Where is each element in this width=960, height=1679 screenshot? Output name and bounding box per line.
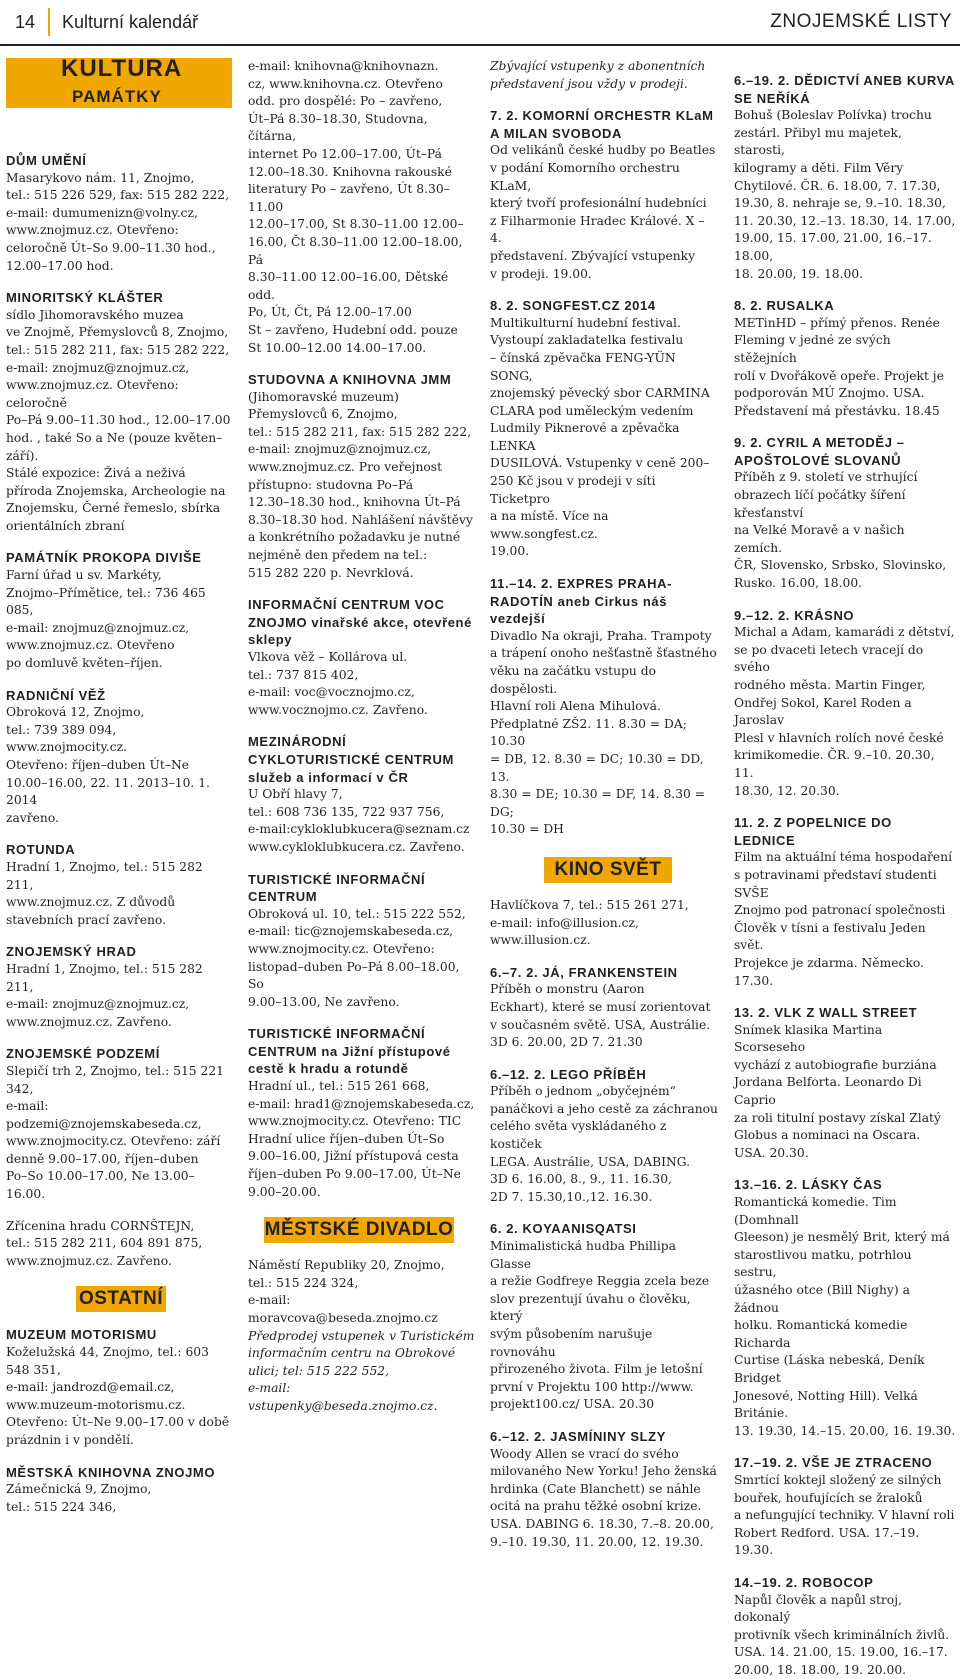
entry-text: a nefungující techniky. V hlavní roli bbox=[734, 1508, 955, 1523]
entry-text: e-mail: znojmuz@znojmuz.cz, bbox=[248, 442, 432, 457]
entry-text: www.illusion.cz. bbox=[490, 933, 591, 948]
entry-text: Hradní ul., tel.: 515 261 668, bbox=[248, 1079, 430, 1094]
entry-text: přístupno: studovna Po–Pá bbox=[248, 477, 414, 492]
entry-text: Jordana Belforta. Leonardo Di Caprio bbox=[734, 1075, 922, 1108]
section-title: Kulturní kalendář bbox=[62, 12, 199, 32]
entry-text: Hradní ulice říjen–duben Út–So bbox=[248, 1131, 445, 1146]
entry-text: přirozeného života. Film je letošní bbox=[490, 1362, 703, 1377]
entry-text: s potravinami představí studenti SVŠE bbox=[734, 867, 937, 900]
entry-heading: MĚSTSKÁ KNIHOVNA ZNOJMO bbox=[6, 1464, 216, 1480]
entry-text: 12.30–18.30 hod., knihovna Út–Pá bbox=[248, 495, 461, 510]
entry-heading: 8. 2. SONGFEST.CZ 2014 bbox=[490, 298, 656, 314]
entry-text: Hlavní roli Alena Mihulová. bbox=[490, 699, 661, 714]
entry-heading: SE NEŘÍKÁ bbox=[734, 90, 811, 106]
entry-heading: 13. 2. VLK Z WALL STREET bbox=[734, 1005, 918, 1021]
entry-text: 2D 7. 15.30,10.,12. 16.30. bbox=[490, 1189, 653, 1204]
entry-text: 12.00–18.30. Knihovna rakouské bbox=[248, 164, 452, 179]
entry-text: USA. 20.30. bbox=[734, 1145, 809, 1160]
page-header bbox=[0, 0, 960, 44]
entry-text: 19.30, 8. nehraje se, 9.–10. 18.30, bbox=[734, 196, 946, 211]
entry-text: Vlkova věž – Kollárova ul. bbox=[248, 650, 408, 664]
entry-heading: 6.–19. 2. DĚDICTVÍ ANEB KURVA bbox=[734, 73, 955, 88]
kino-svet-banner bbox=[544, 857, 672, 883]
entry-text: Smrtící koktejl složený ze silných bbox=[734, 1472, 942, 1487]
entry-text: projekt100.cz/ USA. 20.30 bbox=[490, 1397, 655, 1412]
entry-text: z Filharmonie Hradec Králové. X – 4. bbox=[490, 213, 705, 246]
entry-heading: CYKLOTURISTICKÉ CENTRUM bbox=[248, 751, 454, 767]
entry-text: 10.30 = DH bbox=[490, 822, 564, 837]
entry-text: hrdinka (Cate Blanchett) se náhle bbox=[490, 1481, 701, 1496]
entry-text: Divadlo Na okraji, Praha. Trampoty bbox=[490, 628, 712, 643]
entry-heading: PAMÁTNÍK PROKOPA DIVIŠE bbox=[6, 550, 202, 566]
entry-text: e-mail: jandrozd@email.cz, bbox=[6, 1380, 175, 1395]
entry-text: prázdnin i v pondělí. bbox=[6, 1433, 134, 1447]
entry-text: Jonesové, Notting Hill). Velká Británie. bbox=[734, 1388, 918, 1421]
entry-text: www.znojmocity.cz. Otevřeno: bbox=[248, 941, 435, 956]
entry-text: představení. Zbývající vstupenky bbox=[490, 248, 696, 263]
entry-heading: STUDOVNA A KNIHOVNA JMM bbox=[248, 372, 452, 388]
entry-text: 19.00. bbox=[490, 544, 530, 559]
entry-heading: 6.–12. 2. LEGO PŘÍBĚH bbox=[490, 1066, 647, 1082]
entry-text: e-mail: znojmuz@znojmuz.cz, bbox=[6, 360, 190, 375]
entry-text: Woody Allen se vrací do svého bbox=[490, 1446, 679, 1461]
entry-text: svým působením narušuje rovnováhu bbox=[490, 1327, 653, 1359]
entry-text: celého světa vyskládaného z kostiček bbox=[490, 1119, 667, 1152]
entry-text: 3D 6. 16.00, 8., 9., 11. 16.30, bbox=[490, 1172, 672, 1187]
entry-text: www.znojmuz.cz. Zavřeno. bbox=[6, 1014, 172, 1029]
entry-text: Globus a nominaci na Oscara. bbox=[734, 1128, 921, 1143]
entry-text: tel.: 515 226 529, fax: 515 282 222, bbox=[6, 188, 230, 203]
entry-text: Fleming v jedné ze svých stěžejních bbox=[734, 333, 891, 365]
entry-heading: TURISTICKÉ INFORMAČNÍ bbox=[248, 1026, 426, 1042]
entry-text: Havlíčkova 7, tel.: 515 261 271, bbox=[490, 897, 689, 912]
ostatni-banner bbox=[76, 1286, 166, 1312]
entry-heading: sklepy bbox=[248, 632, 293, 648]
column-3 bbox=[490, 58, 718, 1551]
entry-text: za roli titulní postavy získal Zlatý bbox=[734, 1110, 941, 1125]
entry-text: 9.–10. 19.30, 11. 20.00, 12. 19.30. bbox=[490, 1534, 704, 1549]
entry-text: e-mail: dumumenizn@volny.cz, bbox=[6, 205, 198, 220]
entry-heading: MINORITSKÝ KLÁŠTER bbox=[6, 290, 164, 306]
entry-heading: DŮM UMĚNÍ bbox=[6, 153, 87, 168]
entry-text: Otevřeno: říjen–duben Út–Ne bbox=[6, 758, 190, 772]
entry-text: Od velikánů české hudby po Beatles bbox=[490, 143, 716, 158]
entry-text: Koželužská 44, Znojmo, tel.: 603 548 351, bbox=[6, 1345, 209, 1377]
pamatky-title: PAMÁTKY bbox=[72, 87, 162, 106]
entry-text: Projekce je zdarma. Německo. 17.30. bbox=[734, 955, 924, 988]
entry-text: kilogramy a děti. Film Věry bbox=[734, 160, 904, 175]
entry-heading: MEZINÁRODNÍ bbox=[248, 734, 347, 750]
entry-heading: 8. 2. RUSALKA bbox=[734, 298, 835, 314]
entry-heading: služeb a informací v ČR bbox=[248, 769, 409, 785]
entry-heading: INFORMAČNÍ CENTRUM VOC bbox=[248, 597, 445, 613]
entry-text: a režie Godfreye Reggia zcela beze bbox=[490, 1274, 710, 1289]
column-2 bbox=[248, 58, 476, 1416]
entry-text: milovaného New Yorku! Jeho ženská bbox=[490, 1464, 717, 1479]
entry-text: 3D 6. 20.00, 2D 7. 21.30 bbox=[490, 1035, 643, 1050]
entry-text: 19.00, 15. 17.00, 21.00, 16.–17. 18.00, bbox=[734, 231, 932, 263]
entry-text: panáčkovi a jeho cestě za záchranou bbox=[490, 1101, 718, 1116]
entry-text: Po–Pá 9.00–11.30 hod., 12.00–17.00 bbox=[6, 413, 231, 428]
entry-heading: 13.–16. 2. LÁSKY ČAS bbox=[734, 1177, 883, 1193]
entry-heading: 9. 2. CYRIL A METODĚJ – bbox=[734, 435, 905, 451]
pamatky-listing bbox=[6, 152, 232, 1270]
entry-text: Minimalistická hudba Phillipa Glasse bbox=[490, 1239, 676, 1271]
entry-text: 18.30, 12. 20.30. bbox=[734, 783, 840, 798]
entry-text: Curtise (Láska nebeská, Deník Bridget bbox=[734, 1353, 925, 1385]
entry-text: Příběh o monstru (Aaron bbox=[490, 982, 645, 997]
entry-heading: 6.–7. 2. JÁ, FRANKENSTEIN bbox=[490, 964, 678, 980]
entry-text: Hradní 1, Znojmo, tel.: 515 282 211, bbox=[6, 961, 203, 994]
column-4 bbox=[734, 58, 956, 1679]
entry-text: e-mail: hrad1@znojemskabeseda.cz, bbox=[248, 1096, 475, 1111]
entry-text: St 10.00–12.00 14.00–17.00. bbox=[248, 340, 427, 355]
entry-text: Předplatné ZŠ2. 11. 8.30 = DA; 10.30 bbox=[490, 716, 687, 749]
ostatni-title: OSTATNÍ bbox=[78, 1288, 164, 1310]
entry-text: LEGA. Austrálie, USA, DABING. bbox=[490, 1154, 691, 1169]
entry-text: www.znojmocity.cz. Otevřeno: září bbox=[6, 1134, 221, 1149]
entry-text: 10.00–16.00, 22. 11. 2013–10. 1. 2014 bbox=[6, 775, 210, 808]
entry-text: který tvoří profesionální hudebníci bbox=[490, 196, 707, 211]
entry-text: 8.30–11.00 12.00–16.00, Dětské odd. bbox=[248, 270, 449, 302]
italic-note: informačním centru na Obrokové bbox=[248, 1346, 456, 1361]
entry-text: CLARA pod uměleckým vedením bbox=[490, 403, 694, 418]
entry-heading: ZNOJEMSKÉ PODZEMÍ bbox=[6, 1046, 160, 1062]
entry-text: vychází z autobiografie burziána bbox=[734, 1057, 937, 1072]
entry-text: 9.00–16.00, Jižní přístupová cesta bbox=[248, 1149, 459, 1164]
entry-text: Chytilové. ČR. 6. 18.00, 7. 17.30, bbox=[734, 178, 941, 193]
entry-text: Příběh z 9. století ve strhující bbox=[734, 470, 918, 485]
divadlo-program bbox=[490, 58, 718, 839]
entry-heading: 9.–12. 2. KRÁSNO bbox=[734, 607, 855, 623]
entry-text: Příběh o jednom „obyčejném“ bbox=[490, 1084, 676, 1099]
entry-text: Člověk v tísni a festivalu Jeden svět. bbox=[734, 920, 926, 953]
entry-text: sídlo Jihomoravského muzea bbox=[6, 307, 184, 322]
entry-text: ve Znojmě, Přemyslovců 8, Znojmo, bbox=[6, 325, 229, 340]
entry-text: Po, Út, Čt, Pá 12.00–17.00 bbox=[248, 305, 412, 320]
entry-text: ČR, Slovensko, Srbsko, Slovinsko, bbox=[734, 558, 947, 573]
entry-heading: 7. 2. KOMORNÍ ORCHESTR KLaM bbox=[490, 108, 714, 124]
entry-text: tel.: 739 389 094, www.znojmocity.cz. bbox=[6, 722, 127, 755]
entry-text: Bohuš (Boleslav Polívka) trochu bbox=[734, 108, 932, 123]
entry-heading: 11.–14. 2. EXPRES PRAHA- bbox=[490, 576, 673, 592]
entry-text: Ondřej Sokol, Karel Roden a Jaroslav bbox=[734, 695, 912, 728]
entry-text: www.znojmocity.cz. Otevřeno: TIC bbox=[248, 1114, 462, 1129]
entry-heading: APOŠTOLOVÉ SLOVANŮ bbox=[734, 452, 902, 468]
entry-text: stavebních prací zavřeno. bbox=[6, 912, 166, 927]
entry-text: Farní úřad u sv. Markéty, bbox=[6, 568, 162, 583]
header-rule bbox=[0, 44, 960, 46]
entry-text: e-mail: podzemi@znojemskabeseda.cz, bbox=[6, 1099, 202, 1131]
entry-text: 20.00, 18. 18.00, 19. 20.00. bbox=[734, 1662, 907, 1677]
kino-program-continued bbox=[734, 72, 956, 1679]
entry-heading: ZNOJEMSKÝ HRAD bbox=[6, 944, 137, 960]
entry-text: Po–So 10.00–17.00, Ne 13.00–16.00. bbox=[6, 1169, 195, 1202]
entry-text: starostlivou matku, potrhlou sestru, bbox=[734, 1247, 912, 1280]
entry-text: holku. Romantická komedie Richarda bbox=[734, 1318, 908, 1350]
entry-text: cz, www.knihovna.cz. Otevřeno bbox=[248, 76, 443, 91]
mestske-divadlo-title: MĚSTSKÉ DIVADLO bbox=[264, 1219, 454, 1241]
entry-text: e-mail: znojmuz@znojmuz.cz, bbox=[6, 997, 190, 1012]
entry-heading: cestě k hradu a rotundě bbox=[248, 1061, 409, 1077]
entry-text: Masarykovo nám. 11, Znojmo, bbox=[6, 170, 195, 185]
newspaper-title: ZNOJEMSKÉ LISTY bbox=[770, 11, 952, 32]
kultura-title: KULTURA bbox=[61, 55, 183, 82]
entry-text: www.znojmuz.cz. Zavřeno. bbox=[6, 1253, 172, 1268]
entry-text: Zámečnická 9, Znojmo, bbox=[6, 1482, 152, 1497]
entry-text: tel.: 515 282 211, 604 891 875, bbox=[6, 1236, 203, 1251]
entry-text: tel.: 608 736 135, 722 937 756, bbox=[248, 804, 445, 819]
entry-text: tel.: 515 224 346, bbox=[6, 1499, 117, 1514]
entry-text: Znojmo–Přímětice, tel.: 736 465 085, bbox=[6, 585, 206, 618]
entry-text: e-mail: tic@znojemskabeseda.cz, bbox=[248, 924, 454, 939]
entry-heading: MUZEUM MOTORISMU bbox=[6, 1327, 157, 1343]
entry-heading: A MILAN SVOBODA bbox=[490, 125, 623, 141]
ostatni-listing bbox=[6, 1326, 232, 1516]
entry-text: e-mail: knihovna@knihovnazn. bbox=[248, 59, 439, 73]
entry-text: první v Projektu 100 http://www. bbox=[490, 1379, 694, 1394]
entry-text: Film na aktuální téma hospodaření bbox=[734, 850, 953, 865]
entry-heading: RADOTÍN aneb Cirkus náš vezdejší bbox=[490, 593, 668, 627]
entry-text: Obroková ul. 10, tel.: 515 222 552, bbox=[248, 906, 466, 921]
entry-text: = DB, 12. 8.30 = DC; 10.30 = DD, 13. bbox=[490, 751, 704, 784]
entry-text: USA. DABING 6. 18.30, 7.–8. 20.00, bbox=[490, 1516, 714, 1531]
mestske-divadlo-banner bbox=[264, 1217, 454, 1243]
entry-text: 9.00–13.00, Ne zavřeno. bbox=[248, 994, 400, 1009]
entry-text: Přemyslovců 6, Znojmo, bbox=[248, 407, 398, 422]
entry-text: tel.: 737 815 402, bbox=[248, 667, 359, 682]
entry-text: Otevřeno: Út–Ne 9.00–17.00 v době bbox=[6, 1415, 230, 1430]
entry-text: Út–Pá 8.30–18.30, Studovna, čítárna, bbox=[248, 111, 428, 144]
entry-text: věku na začátku vstupu do dospělosti. bbox=[490, 664, 657, 696]
entry-text: Stálé expozice: Živá a neživá příroda Znojemska, Archeologie na Znojemsku, Černé řemeslo, sbírka orientálních zbraní bbox=[6, 466, 226, 533]
kultura-banner bbox=[6, 55, 232, 108]
entry-text: Obroková 12, Znojmo, bbox=[6, 705, 145, 720]
entry-text: 9.00–20.00. bbox=[248, 1184, 321, 1199]
entry-text: a trápení onoho nešťastně šťastného bbox=[490, 646, 717, 661]
entry-text: tel.: 515 224 324, bbox=[248, 1275, 359, 1290]
entry-text: literatury Po – zavřeno, Út 8.30–11.00 bbox=[248, 182, 450, 214]
entry-text: ocitá na prahu těžké osobní krize. bbox=[490, 1499, 702, 1514]
entry-text: a na místě. Více na www.songfest.cz. bbox=[490, 509, 609, 541]
entry-text: Robert Redford. USA. 17.–19. 19.30. bbox=[734, 1525, 920, 1558]
entry-text: Vystoupí zakladatelka festivalu bbox=[490, 333, 684, 348]
entry-text: Snímek klasika Martina Scorseseho bbox=[734, 1022, 883, 1055]
entry-heading: ZNOJMO vinařské akce, otevřené bbox=[248, 614, 472, 630]
entry-text: Michal a Adam, kamarádi z dětství, bbox=[734, 625, 955, 640]
italic-note: ulici; tel: 515 222 552, bbox=[248, 1363, 389, 1378]
entry-text: bouřek, houfujících se žraloků bbox=[734, 1490, 923, 1505]
entry-text: e-mail: voc@vocznojmo.cz, bbox=[248, 685, 415, 700]
entry-text: na Velké Moravě a v našich zemích. bbox=[734, 523, 905, 555]
entry-subheading: Zřícenina hradu CORNŠTEJN, bbox=[6, 1218, 195, 1233]
entry-text: St – zavřeno, Hudební odd. pouze bbox=[248, 322, 458, 337]
entry-text: podporován MÚ Znojmo. USA. bbox=[734, 386, 925, 401]
entry-text: nejméně den předem na tel.: bbox=[248, 548, 428, 563]
entry-text: www.znojmuz.cz. Otevřeno: celoročně bbox=[6, 378, 179, 410]
column-1 bbox=[6, 55, 232, 1516]
entry-text: zavřeno. bbox=[6, 810, 59, 825]
entry-text: 16.00, Čt 8.30–11.00 12.00–18.00, Pá bbox=[248, 234, 463, 267]
entry-text: po domluvě květen–říjen. bbox=[6, 656, 163, 671]
entry-text: v prodeji. 19.00. bbox=[490, 266, 592, 281]
entry-heading: 6.–12. 2. JASMÍNINY SLZY bbox=[490, 1428, 666, 1444]
divadlo-contact bbox=[248, 1257, 476, 1415]
entry-text: Náměstí Republiky 20, Znojmo, bbox=[248, 1258, 445, 1273]
italic-note: představení jsou vždy v prodeji. bbox=[490, 76, 688, 91]
entry-heading: TURISTICKÉ INFORMAČNÍ bbox=[248, 871, 426, 887]
institutions-listing bbox=[248, 58, 476, 1201]
entry-text: slov prezentují úvahu o člověku, který bbox=[490, 1291, 691, 1324]
entry-text: Slepičí trh 2, Znojmo, tel.: 515 221 342, bbox=[6, 1063, 224, 1096]
entry-text: Napůl člověk a napůl stroj, dokonalý bbox=[734, 1592, 902, 1625]
entry-heading: 17.–19. 2. VŠE JE ZTRACENO bbox=[734, 1455, 933, 1471]
entry-text: e-mail: moravcova@beseda.znojmo.cz bbox=[248, 1293, 438, 1325]
entry-text: se po dvaceti letech vracejí do svého bbox=[734, 642, 924, 675]
entry-text: Romantická komedie. Tim (Domhnall bbox=[734, 1195, 897, 1227]
entry-text: www.muzeum-motorismu.cz. bbox=[6, 1397, 186, 1412]
entry-text: denně 9.00–17.00, říjen–duben bbox=[6, 1151, 199, 1166]
entry-text: 515 282 220 p. Nevrklová. bbox=[248, 565, 414, 580]
entry-text: 12.00–17.00, St 8.30–11.00 12.00– bbox=[248, 217, 464, 232]
kino-program bbox=[490, 897, 718, 1551]
entry-text: krimikomedie. ČR. 9.–10. 20.30, 11. bbox=[734, 748, 935, 780]
entry-text: tel.: 515 282 211, fax: 515 282 222, bbox=[248, 424, 472, 439]
entry-text: zestárl. Přibyl mu majetek, starosti, bbox=[734, 125, 902, 158]
entry-text: hod. , také So a Ne (pouze květen–září). bbox=[6, 430, 223, 463]
entry-text: internet Po 12.00–17.00, Út–Pá bbox=[248, 146, 442, 161]
entry-text: rodného města. Martin Finger, bbox=[734, 678, 926, 692]
entry-text: úžasného otce (Bill Nighy) a žádnou bbox=[734, 1283, 910, 1315]
entry-text: říjen–duben Po 9.00–17.00, Út–Ne bbox=[248, 1167, 461, 1182]
entry-heading: 6. 2. KOYAANISQATSI bbox=[490, 1221, 637, 1237]
entry-heading: ROTUNDA bbox=[6, 842, 76, 858]
entry-text: v podání Komorního orchestru KLaM, bbox=[490, 160, 680, 193]
entry-text: a konkrétního požadavku je nutné bbox=[248, 530, 461, 545]
entry-text: Multikulturní hudební festival. bbox=[490, 315, 681, 330]
entry-text: e-mail: znojmuz@znojmuz.cz, bbox=[6, 620, 190, 635]
entry-text: rolí v Dvořákově opeře. Projekt je bbox=[734, 368, 944, 383]
entry-text: e-mail: info@illusion.cz, bbox=[490, 915, 639, 930]
entry-text: Gleeson) je nesmělý Brit, který má bbox=[734, 1230, 950, 1245]
entry-text: www.znojmuz.cz. Otevřeno bbox=[6, 638, 175, 653]
header-divider bbox=[48, 8, 50, 36]
entry-text: Eckhart), které se musí zorientovat bbox=[490, 999, 711, 1014]
entry-text: 13. 19.30, 14.–15. 20.00, 16. 19.30. bbox=[734, 1423, 956, 1438]
entry-text: odd. pro dospělé: Po – zavřeno, bbox=[248, 94, 443, 109]
entry-text: www.znojmuz.cz. Otevřeno: bbox=[6, 223, 179, 238]
entry-text: Představení má přestávku. 18.45 bbox=[734, 403, 940, 418]
entry-text: Hradní 1, Znojmo, tel.: 515 282 211, bbox=[6, 859, 203, 892]
italic-note: Zbývající vstupenky z abonentních bbox=[490, 59, 706, 73]
entry-heading: 14.–19. 2. ROBOCOP bbox=[734, 1574, 874, 1590]
entry-text: e-mail:cykloklubkucera@seznam.cz bbox=[248, 822, 470, 837]
entry-text: 8.30 = DE; 10.30 = DF, 14. 8.30 = DG; bbox=[490, 787, 706, 819]
entry-text: znojemský pěvecký sbor CARMINA bbox=[490, 386, 710, 401]
entry-text: 12.00–17.00 hod. bbox=[6, 258, 114, 273]
entry-text: listopad–duben Po–Pá 8.00–18.00, So bbox=[248, 959, 460, 992]
page-number: 14 bbox=[0, 0, 50, 44]
entry-text: Rusko. 16.00, 18.00. bbox=[734, 576, 863, 591]
entry-text: 8.30–18.30 hod. Nahlášení návštěvy bbox=[248, 512, 473, 527]
entry-text: www.vocznojmo.cz. Zavřeno. bbox=[248, 702, 428, 717]
kino-svet-title: KINO SVĚT bbox=[554, 858, 662, 880]
entry-text: 18. 20.00, 19. 18.00. bbox=[734, 266, 864, 281]
entry-text: Plesl v hlavních rolích nové české bbox=[734, 730, 944, 745]
entry-text: celoročně Út–So 9.00–11.30 hod., bbox=[6, 240, 216, 255]
entry-text: Znojmo pod patronací společnosti bbox=[734, 903, 946, 918]
entry-text: protivník všech kriminálních živlů. bbox=[734, 1627, 950, 1642]
entry-text: tel.: 515 282 211, fax: 515 282 222, bbox=[6, 342, 230, 357]
entry-text: U Obří hlavy 7, bbox=[248, 787, 343, 802]
entry-text: Ludmily Piknerové a zpěvačka LENKA bbox=[490, 421, 680, 453]
entry-text: METinHD – přímý přenos. Renée bbox=[734, 315, 940, 330]
entry-text: v současném světě. USA, Austrálie. bbox=[490, 1017, 711, 1032]
entry-heading: CENTRUM na Jižní přístupové bbox=[248, 1043, 451, 1059]
entry-text: – čínská zpěvačka FENG-YÜN SONG, bbox=[490, 350, 676, 383]
entry-text: (Jihomoravské muzeum) bbox=[248, 389, 399, 404]
entry-text: DUSILOVÁ. Vstupenky v ceně 200– bbox=[490, 456, 710, 471]
entry-text: 250 Kč jsou v prodeji v síti Ticketpro bbox=[490, 474, 656, 506]
entry-heading: CENTRUM bbox=[248, 889, 318, 905]
entry-text: 11. 20.30, 12.–13. 18.30, 14. 17.00, bbox=[734, 213, 956, 228]
italic-note: Předprodej vstupenek v Turistickém bbox=[248, 1328, 475, 1343]
italic-note: e-mail: vstupenky@beseda.znojmo.cz. bbox=[248, 1381, 438, 1413]
entry-heading: RADNIČNÍ VĚŽ bbox=[6, 687, 106, 703]
entry-text: obrazech líčí počátky šíření křesťanství bbox=[734, 488, 906, 520]
entry-text: www.cykloklubkucera.cz. Zavřeno. bbox=[248, 839, 465, 854]
entry-text: www.znojmuz.cz. Pro veřejnost bbox=[248, 460, 443, 475]
entry-text: www.znojmuz.cz. Z důvodů bbox=[6, 895, 176, 910]
entry-text: USA. 14. 21.00, 15. 19.00, 16.–17. bbox=[734, 1645, 948, 1660]
entry-heading: 11. 2. Z POPELNICE DO LEDNICE bbox=[734, 815, 892, 848]
